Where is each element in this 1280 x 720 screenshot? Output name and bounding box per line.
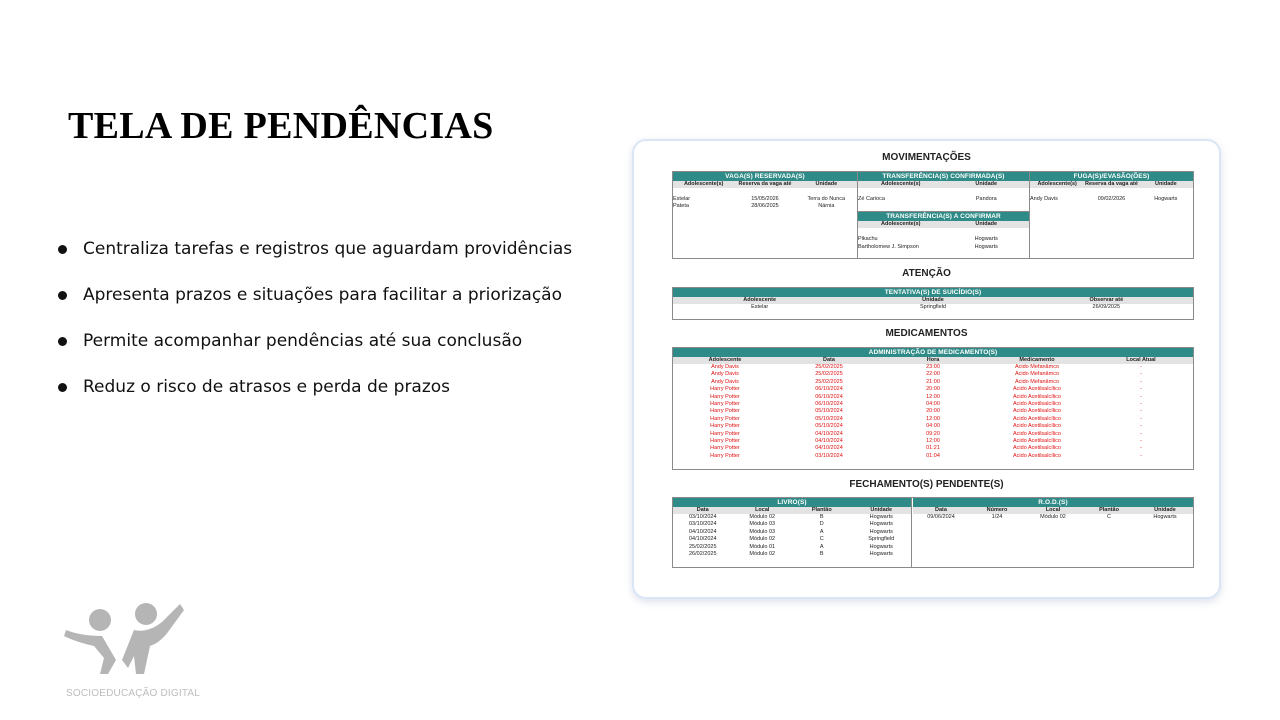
column-header: Adolescente(s) [683, 181, 724, 187]
table-row[interactable] [673, 379, 1193, 386]
table-cell: 05/10/2024 [815, 415, 843, 422]
table-cell: Hogwarts [1154, 196, 1178, 202]
table-cell: 01:21 [926, 445, 940, 452]
table-cell: Zé Carioca [858, 196, 885, 202]
table-cell: Ácido Acetilsalcílico [1013, 393, 1061, 400]
table-cell: Hogwarts [974, 236, 998, 243]
table-cell: 01:04 [926, 452, 940, 459]
rods-table [913, 498, 1193, 567]
fugas-table [1030, 172, 1193, 258]
bullet-list [58, 226, 572, 410]
table-row[interactable] [1030, 196, 1193, 203]
column-header: Local [1045, 507, 1061, 513]
table-row[interactable] [858, 244, 1029, 251]
column-header: Reserva da vaga até [738, 181, 792, 187]
table-cell: Módulo 02 [749, 536, 776, 543]
people-logo-icon [62, 600, 186, 678]
table-cell: 25/02/2025 [815, 371, 843, 378]
column-header: Adolescente(s) [1037, 181, 1077, 187]
table-cell: 09:20 [926, 430, 940, 437]
table-cell: Módulo 02 [749, 514, 776, 520]
bullet-item [58, 226, 572, 272]
bullet-icon [58, 383, 67, 392]
table-row[interactable] [858, 196, 1029, 203]
column-header: Número [986, 507, 1008, 513]
table-cell: Nárnia [818, 203, 835, 210]
table-cell: Ácido Acetilsalcílico [1013, 437, 1061, 444]
table-cell: 03/10/2024 [688, 514, 717, 520]
table-row[interactable] [673, 529, 911, 536]
column-header: Unidade [870, 507, 893, 513]
table-cell: Andy Davis [1030, 196, 1058, 202]
column-headers [858, 221, 1029, 228]
table-cell: 09/06/2024 [927, 514, 955, 520]
bullet-text: Centraliza tarefas e registros que aguardam providências [83, 239, 573, 259]
table-cell: Ácido Mefanâmco [1014, 378, 1060, 385]
table-header: R.O.D.(S) [913, 498, 1193, 507]
table-row[interactable] [858, 236, 1029, 243]
table-cell: Hogwarts [869, 550, 893, 557]
table-cell: Andy Davis [711, 378, 739, 385]
table-cell: 06/10/2024 [815, 400, 843, 407]
column-header: Plantão [1099, 507, 1119, 513]
table-cell: Ácido Acetilsalcílico [1013, 408, 1061, 415]
table-cell: Harry Potter [710, 393, 740, 400]
movimentacoes-panel [672, 171, 1194, 259]
table-row[interactable] [673, 423, 1193, 430]
table-cell: 06/10/2024 [815, 393, 843, 400]
table-cell: 04/10/2024 [815, 430, 843, 437]
table-cell: Módulo 02 [1040, 514, 1066, 520]
table-cell: - [1140, 430, 1142, 437]
table-cell: - [1140, 408, 1142, 415]
table-cell: Ácido Acetilsalcílico [1013, 430, 1061, 437]
table-cell: Hogwarts [869, 543, 893, 550]
column-header: Unidade [1154, 507, 1176, 513]
table-cell: - [1140, 400, 1142, 407]
table-cell: Harry Potter [710, 452, 740, 459]
vagas-reservadas-table [673, 172, 857, 258]
table-row[interactable] [673, 521, 911, 528]
table-cell: 05/10/2024 [815, 423, 843, 430]
section-title-movimentacoes: MOVIMENTAÇÕES [882, 152, 971, 163]
table-cell: 28/06/2025 [751, 203, 779, 210]
table-cell: A [819, 543, 824, 550]
slide-title: TELA DE PENDÊNCIAS [68, 105, 494, 147]
table-row[interactable] [673, 431, 1193, 438]
table-cell: Ácido Acetilsalcílico [1013, 423, 1061, 430]
table-cell: Ácido Mefanâmco [1014, 364, 1060, 370]
table-row[interactable] [673, 438, 1193, 445]
table-cell: Bartholomew J. Simpson [858, 243, 919, 250]
column-header: Observar até [1089, 297, 1124, 303]
table-cell: Harry Potter [710, 430, 740, 437]
table-cell: 04/10/2024 [815, 437, 843, 444]
column-header: Unidade [975, 181, 998, 187]
table-cell: 21:00 [926, 378, 940, 385]
table-cell: 22:00 [926, 371, 940, 378]
table-row[interactable] [673, 453, 1193, 460]
table-cell: 04:00 [926, 423, 940, 430]
table-row[interactable] [673, 386, 1193, 393]
table-row[interactable] [673, 514, 911, 521]
table-cell: Módulo 03 [749, 528, 776, 535]
table-cell: - [1140, 452, 1142, 459]
table-cell: Hogwarts [869, 528, 893, 535]
table-cell: - [1140, 423, 1142, 430]
table-cell: Ácido Mefanâmco [1014, 371, 1060, 378]
brand-label: SOCIOEDUCAÇÃO DIGITAL [66, 688, 201, 699]
table-row[interactable] [673, 196, 857, 203]
table-row[interactable] [673, 203, 857, 210]
table-row[interactable] [673, 364, 1193, 371]
table-cell: Ácido Acetilsalcílico [1013, 386, 1061, 393]
column-headers [673, 181, 857, 188]
table-cell: Ácido Acetilsalcílico [1013, 415, 1061, 422]
table-cell: - [1140, 371, 1142, 378]
column-header: Adolescente(s) [881, 181, 921, 187]
table-header: ADMINISTRAÇÃO DE MEDICAMENTO(S) [673, 348, 1193, 357]
table-row[interactable] [673, 416, 1193, 423]
column-header: Data [696, 507, 709, 513]
table-cell: Módulo 03 [749, 521, 776, 528]
section-title-medicamentos: MEDICAMENTOS [885, 328, 968, 339]
table-cell: - [1140, 393, 1142, 400]
section-title-fechamentos: FECHAMENTO(S) PENDENTE(S) [849, 479, 1004, 490]
table-row[interactable] [673, 445, 1193, 452]
bullet-text: Permite acompanhar pendências até sua conclusão [83, 331, 523, 351]
table-cell: Harry Potter [710, 445, 740, 452]
column-header: Adolescente [708, 357, 742, 363]
table-cell: 20:00 [926, 408, 940, 415]
table-cell: Módulo 02 [749, 550, 776, 557]
transferencias-table [858, 172, 1029, 258]
bullet-icon [58, 291, 67, 300]
table-cell: Harry Potter [710, 415, 740, 422]
table-cell: Módulo 01 [749, 543, 776, 550]
table-row[interactable] [673, 544, 911, 551]
table-cell: 1/24 [991, 514, 1003, 520]
bullet-text: Apresenta prazos e situações para facilitar a priorização [83, 285, 562, 305]
column-headers [1030, 181, 1193, 188]
table-cell: 26/02/2025 [688, 550, 717, 557]
livros-table [673, 498, 911, 567]
table-cell: 03/10/2024 [688, 521, 717, 528]
table-cell: Pandora [975, 196, 997, 202]
table-cell: Hogwarts [974, 243, 998, 250]
rods-rows [913, 514, 1193, 521]
table-cell: Andy Davis [711, 364, 739, 370]
table-cell: Harry Potter [710, 437, 740, 444]
table-header: VAGA(S) RESERVADA(S) [673, 172, 857, 181]
medicamentos-rows [673, 364, 1193, 460]
table-cell: B [819, 514, 824, 520]
divider [858, 211, 1029, 212]
table-cell: Harry Potter [710, 423, 740, 430]
table-cell: 06/10/2024 [815, 386, 843, 393]
table-cell: Hogwarts [869, 514, 893, 520]
table-header: FUGA(S)/EVASÃO(ÕES) [1030, 172, 1193, 181]
table-cell: C [1107, 514, 1111, 520]
column-headers [673, 297, 1193, 304]
table-row[interactable] [673, 408, 1193, 415]
table-row[interactable] [673, 551, 911, 558]
table-cell: Pikachu [858, 236, 878, 243]
table-row[interactable] [673, 304, 1193, 311]
column-header: Adolescente(s) [881, 221, 921, 228]
column-header: Local Atual [1126, 357, 1156, 363]
table-cell: 12:00 [926, 437, 940, 444]
table-row[interactable] [673, 536, 911, 543]
table-cell: - [1140, 378, 1142, 385]
table-cell: D [819, 521, 824, 528]
table-cell: - [1140, 364, 1142, 370]
table-cell: 04/10/2024 [688, 536, 717, 543]
bullet-text: Reduz o risco de atrasos e perda de prazos [83, 377, 451, 397]
section-title-atencao: ATENÇÃO [902, 268, 951, 279]
column-header: Unidade [1154, 181, 1177, 187]
divider [911, 498, 912, 567]
table-row[interactable] [673, 394, 1193, 401]
table-cell: - [1140, 445, 1142, 452]
table-cell: 15/05/2026 [751, 196, 779, 202]
table-cell: C [819, 536, 824, 543]
table-cell: 12:00 [926, 393, 940, 400]
medicamentos-table [672, 347, 1194, 470]
table-cell: B [819, 550, 824, 557]
table-cell: 26/09/2025 [1092, 304, 1121, 310]
column-header: Local [755, 507, 770, 513]
table-cell: Andy Davis [711, 371, 739, 378]
table-cell: Estelar [751, 304, 769, 310]
table-header: TRANSFERÊNCIA(S) A CONFIRMAR [858, 212, 1029, 221]
column-headers [858, 181, 1029, 188]
table-row[interactable] [673, 401, 1193, 408]
table-row[interactable] [913, 514, 1193, 521]
column-header: Unidade [975, 221, 998, 228]
tentativas-suicidio-table [672, 287, 1194, 320]
table-cell: 25/02/2025 [815, 364, 843, 370]
table-cell: 05/10/2024 [815, 408, 843, 415]
table-cell: 04/10/2024 [815, 445, 843, 452]
table-header: TRANSFERÊNCIA(S) CONFIRMADA(S) [858, 172, 1029, 181]
table-cell: 04/10/2024 [688, 528, 717, 535]
table-cell: - [1140, 415, 1142, 422]
column-headers [673, 357, 1193, 364]
table-cell: 23:00 [926, 364, 940, 370]
table-cell: Harry Potter [710, 400, 740, 407]
table-header: LIVRO(S) [673, 498, 911, 507]
livros-rows [673, 514, 911, 558]
table-cell: A [819, 528, 824, 535]
fechamentos-panel [672, 497, 1194, 568]
table-cell: Springfield [868, 536, 895, 543]
table-cell: Hogwarts [869, 521, 893, 528]
column-header: Medicamento [1019, 357, 1055, 363]
column-headers [913, 507, 1193, 514]
bullet-item [58, 272, 572, 318]
table-header: TENTATIVA(S) DE SUICÍDIO(S) [673, 288, 1193, 297]
table-cell: Harry Potter [710, 386, 740, 393]
column-header: Data [823, 357, 835, 363]
column-header: Data [935, 507, 947, 513]
table-cell: 03/10/2024 [815, 452, 843, 459]
table-cell: 25/02/2025 [815, 378, 843, 385]
bullet-item [58, 318, 572, 364]
table-row[interactable] [673, 371, 1193, 378]
column-headers [673, 507, 911, 514]
column-header: Reserva da vaga até [1085, 181, 1138, 187]
table-cell: Ácido Acetilsalcílico [1013, 400, 1061, 407]
table-cell: Estelar [673, 196, 691, 202]
bullet-item [58, 364, 572, 410]
table-cell: 09/02/2026 [1097, 196, 1126, 202]
table-cell: 25/02/2025 [688, 543, 717, 550]
pending-screen-mockup [632, 139, 1221, 599]
bullet-icon [58, 337, 67, 346]
bullet-icon [58, 245, 67, 254]
table-cell: 12:00 [926, 415, 940, 422]
table-cell: Hogwarts [1153, 514, 1177, 520]
table-cell: Harry Potter [710, 408, 740, 415]
table-cell: - [1140, 386, 1142, 393]
table-cell: 20:00 [926, 386, 940, 393]
table-cell: 04:00 [926, 400, 940, 407]
table-cell: Terra do Nunca [807, 196, 846, 202]
column-header: Plantão [811, 507, 832, 513]
column-header: Unidade [815, 181, 838, 187]
table-cell: Ácido Acetilsalcílico [1013, 445, 1061, 452]
table-cell: Pateta [673, 203, 689, 210]
table-cell: Springfield [919, 304, 946, 310]
column-header: Hora [926, 357, 940, 363]
column-header: Unidade [922, 297, 944, 303]
column-header: Adolescente [743, 297, 777, 303]
table-cell: Ácido Acetilsalcílico [1013, 452, 1061, 459]
table-cell: - [1140, 437, 1142, 444]
